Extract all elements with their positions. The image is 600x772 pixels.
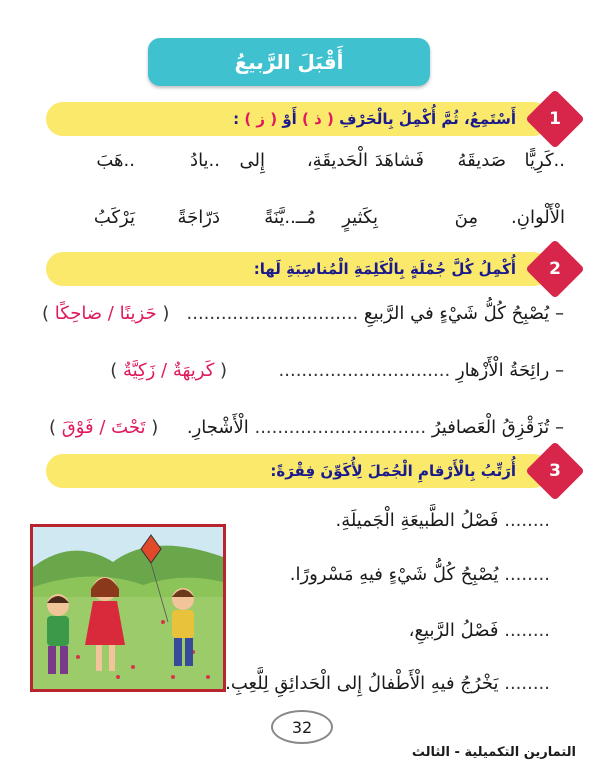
section-1-banner — [46, 98, 576, 138]
section-2-banner — [46, 248, 576, 288]
footer-text: التمارين التكميلية - الثالث — [411, 745, 576, 760]
section-2-label: أُكْمِلُ كُلَّ جُمْلَةٍ بِالْكَلِمَةِ الْمُناسِبَةِ لَها: — [253, 260, 516, 278]
word: ..هَبَ — [96, 150, 135, 171]
page-title-box — [148, 38, 430, 86]
section-3-number: 3 — [549, 461, 561, 481]
fill-sentence: – رائِحَةُ الْأَزْهارِ .............................. ( كَريهَةٌ / زَكِيَّةٌ ) — [110, 360, 564, 381]
order-sentence: ........ فَصْلُ الطَّبيعَةِ الْجَميلَةِ. — [335, 510, 550, 531]
word: الْحَديقَةِ، — [306, 150, 368, 171]
word: دَرّاجَةً — [177, 207, 220, 228]
word: يَرْكَبُ — [93, 207, 135, 228]
section-3-banner — [46, 450, 576, 490]
section-3-label: أُرَتِّبُ بِالْأَرْقامِ الْجُمَلَ لِأُكَوِّنَ فِقْرَةً: — [270, 462, 516, 480]
order-sentence: ........ يُصْبِحُ كُلُّ شَيْءٍ فيهِ مَسْرورًا. — [289, 564, 550, 585]
word: إِلى — [239, 150, 265, 171]
word: ..يادُ — [190, 150, 220, 171]
section-2-number: 2 — [549, 259, 561, 279]
word: مِنَ — [454, 207, 478, 228]
word: صَديقَهُ — [457, 150, 506, 171]
word: ..كَرِيًّا — [524, 150, 565, 171]
page-number: 32 — [271, 710, 333, 744]
word: الْأَلْوانِ. — [511, 207, 565, 228]
page-title: أَقْبَلَ الرَّبيعُ — [234, 50, 344, 74]
order-sentence: ........ يَخْرُجُ فيهِ الْأَطْفالُ إِلى الْحَدائِقِ لِلَّعِبِ. — [225, 673, 550, 694]
order-sentence: ........ فَصْلُ الرَّبيعِ، — [408, 620, 550, 641]
fill-sentence: – يُصْبِحُ كُلُّ شَيْءٍ في الرَّبيعِ .............................. ( حَزينًا / ضاحِكًا ) — [42, 303, 564, 324]
word: مُــ..يَّنَةً — [264, 207, 316, 228]
section-1-number: 1 — [549, 109, 561, 129]
word: بِكَثيرٍ — [342, 207, 378, 228]
spring-illustration — [30, 524, 226, 692]
fill-sentence: – تُزَقْزِقُ الْعَصافيرُ .............................. الْأَشْجارِ. ( تَحْتَ / فَوْقَ ) — [49, 417, 564, 438]
section-1-label: أَسْتَمِعُ، ثُمَّ أُكْمِلُ بِالْحَرْفِ ( ذ ) أَوْ ( ز ) : — [233, 110, 516, 128]
word: فَشاهَدَ — [374, 150, 424, 171]
